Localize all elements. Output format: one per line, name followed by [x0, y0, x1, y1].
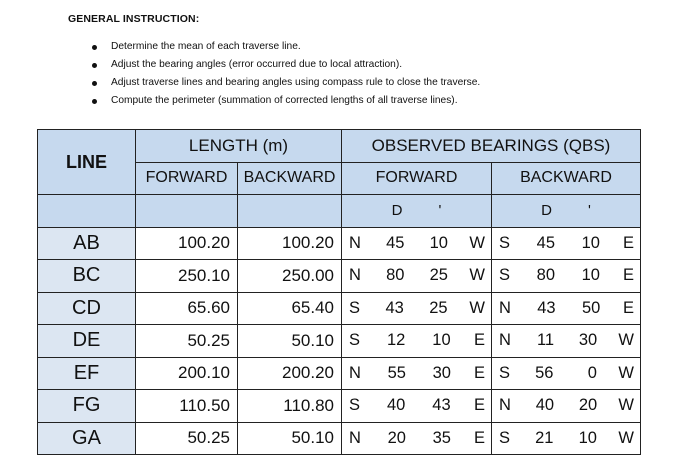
forward-bearing — [342, 292, 492, 325]
bearing-part: S — [499, 233, 511, 252]
table-row — [38, 227, 641, 260]
minute-label: ' — [438, 202, 442, 220]
backward-length: 110.80 — [238, 390, 342, 423]
table-row — [38, 292, 641, 325]
instruction-item: Adjust the bearing angles (error occurred due to local attraction). — [92, 56, 480, 74]
bearing-part: 30 — [578, 331, 598, 350]
table-row — [38, 325, 641, 358]
bearing-part: 11 — [536, 331, 555, 350]
line-header: LINE — [38, 130, 136, 195]
line-label: EF — [38, 357, 136, 390]
bearing-part: 43 — [432, 396, 451, 415]
bearing-part: N — [349, 428, 361, 447]
forward-length: 50.25 — [136, 325, 238, 358]
bearing-part: 0 — [587, 363, 597, 382]
bearing-part: N — [349, 266, 361, 285]
bearing-part: W — [618, 396, 634, 415]
bearing-part: E — [622, 266, 634, 285]
bearing-part: 20 — [387, 428, 406, 447]
bearing-part: E — [473, 428, 485, 447]
bearing-part: S — [349, 298, 361, 317]
bearing-part: 25 — [429, 266, 448, 285]
bearing-part: 10 — [429, 233, 448, 252]
bearing-part: S — [349, 331, 361, 350]
bearing-part: 80 — [386, 266, 405, 285]
degree-label: D — [391, 202, 403, 220]
bearing-part: E — [473, 363, 485, 382]
forward-bearing — [342, 227, 492, 260]
bearing-part: W — [469, 266, 485, 285]
bearing-part: W — [618, 363, 634, 382]
bearing-part: 30 — [432, 363, 451, 382]
table-row — [38, 422, 641, 455]
bearing-part: N — [349, 233, 361, 252]
bearing-part: S — [499, 266, 511, 285]
forward-length: 110.50 — [136, 390, 238, 423]
bearing-part: 20 — [578, 396, 598, 415]
backward-bearing — [492, 357, 641, 390]
bearing-part: 56 — [535, 363, 554, 382]
backward-bearing — [492, 227, 641, 260]
forward-length: 50.25 — [136, 422, 238, 455]
degree-label: D — [541, 202, 552, 220]
forward-unit-header — [342, 195, 492, 228]
bearing-part: S — [499, 428, 511, 447]
bearing-backward-header: BACKWARD — [492, 162, 641, 195]
instruction-item: Determine the mean of each traverse line. — [92, 38, 480, 56]
bearing-part: W — [469, 233, 485, 252]
length-backward-header: BACKWARD — [238, 162, 342, 195]
bearing-part: 40 — [386, 396, 406, 415]
bearing-part: S — [349, 396, 361, 415]
bearing-part: W — [469, 298, 485, 317]
bearing-part: 50 — [581, 298, 601, 317]
blank-header-cell — [38, 195, 136, 228]
instruction-item: Adjust traverse lines and bearing angles using compass rule to close the traverse. — [92, 74, 480, 92]
line-label: AB — [38, 227, 136, 260]
bearing-part: 35 — [432, 428, 451, 447]
bearing-part: 43 — [537, 298, 556, 317]
blank-header-cell — [136, 195, 238, 228]
backward-unit-header — [492, 195, 641, 228]
bearing-part: 40 — [535, 396, 555, 415]
bearing-part: E — [473, 331, 485, 350]
backward-bearing — [492, 422, 641, 455]
bearing-part: 10 — [581, 266, 600, 285]
bearing-part: N — [499, 396, 511, 415]
line-label: DE — [38, 325, 136, 358]
length-forward-header: FORWARD — [136, 162, 238, 195]
bearing-part: W — [618, 428, 634, 447]
bearing-forward-header: FORWARD — [342, 162, 492, 195]
backward-bearing — [492, 292, 641, 325]
line-label: GA — [38, 422, 136, 455]
minute-label: ' — [587, 202, 591, 220]
bearing-part: N — [499, 298, 511, 317]
forward-bearing — [342, 422, 492, 455]
bearing-header: OBSERVED BEARINGS (QBS) — [342, 130, 641, 163]
bearing-part: 80 — [536, 266, 555, 285]
line-label: BC — [38, 260, 136, 293]
backward-bearing — [492, 325, 641, 358]
bearing-part: S — [499, 363, 511, 382]
bearing-part: E — [622, 298, 634, 317]
table-row — [38, 357, 641, 390]
bearing-part: 43 — [385, 298, 404, 317]
forward-bearing — [342, 260, 492, 293]
backward-length: 50.10 — [238, 325, 342, 358]
table-row — [38, 390, 641, 423]
forward-length: 250.10 — [136, 260, 238, 293]
bearing-part: N — [499, 331, 511, 350]
forward-bearing — [342, 390, 492, 423]
bearing-part: 10 — [581, 233, 600, 252]
backward-length: 250.00 — [238, 260, 342, 293]
backward-length: 65.40 — [238, 292, 342, 325]
backward-length: 200.20 — [238, 357, 342, 390]
bearing-part: 25 — [429, 298, 448, 317]
forward-length: 65.60 — [136, 292, 238, 325]
instruction-list — [92, 38, 480, 110]
bearing-part: 10 — [578, 428, 597, 447]
bearing-part: 45 — [536, 233, 555, 252]
bearing-part: E — [473, 396, 485, 415]
bearing-part: 21 — [535, 428, 554, 447]
forward-length: 100.20 — [136, 227, 238, 260]
bearing-part: 55 — [387, 363, 406, 382]
instruction-heading: GENERAL INSTRUCTION: — [68, 13, 200, 25]
blank-header-cell — [238, 195, 342, 228]
backward-bearing — [492, 390, 641, 423]
bearing-part: 45 — [386, 233, 405, 252]
backward-length: 50.10 — [238, 422, 342, 455]
instruction-item: Compute the perimeter (summation of corrected lengths of all traverse lines). — [92, 92, 480, 110]
line-label: CD — [38, 292, 136, 325]
backward-length: 100.20 — [238, 227, 342, 260]
backward-bearing — [492, 260, 641, 293]
forward-bearing — [342, 357, 492, 390]
table-row — [38, 260, 641, 293]
traverse-table — [37, 129, 641, 455]
forward-bearing — [342, 325, 492, 358]
bearing-part: E — [622, 233, 634, 252]
bearing-part: N — [349, 363, 361, 382]
bearing-part: 10 — [432, 331, 451, 350]
length-header: LENGTH (m) — [136, 130, 342, 163]
bearing-part: W — [618, 331, 634, 350]
forward-length: 200.10 — [136, 357, 238, 390]
bearing-part: 12 — [386, 331, 406, 350]
line-label: FG — [38, 390, 136, 423]
